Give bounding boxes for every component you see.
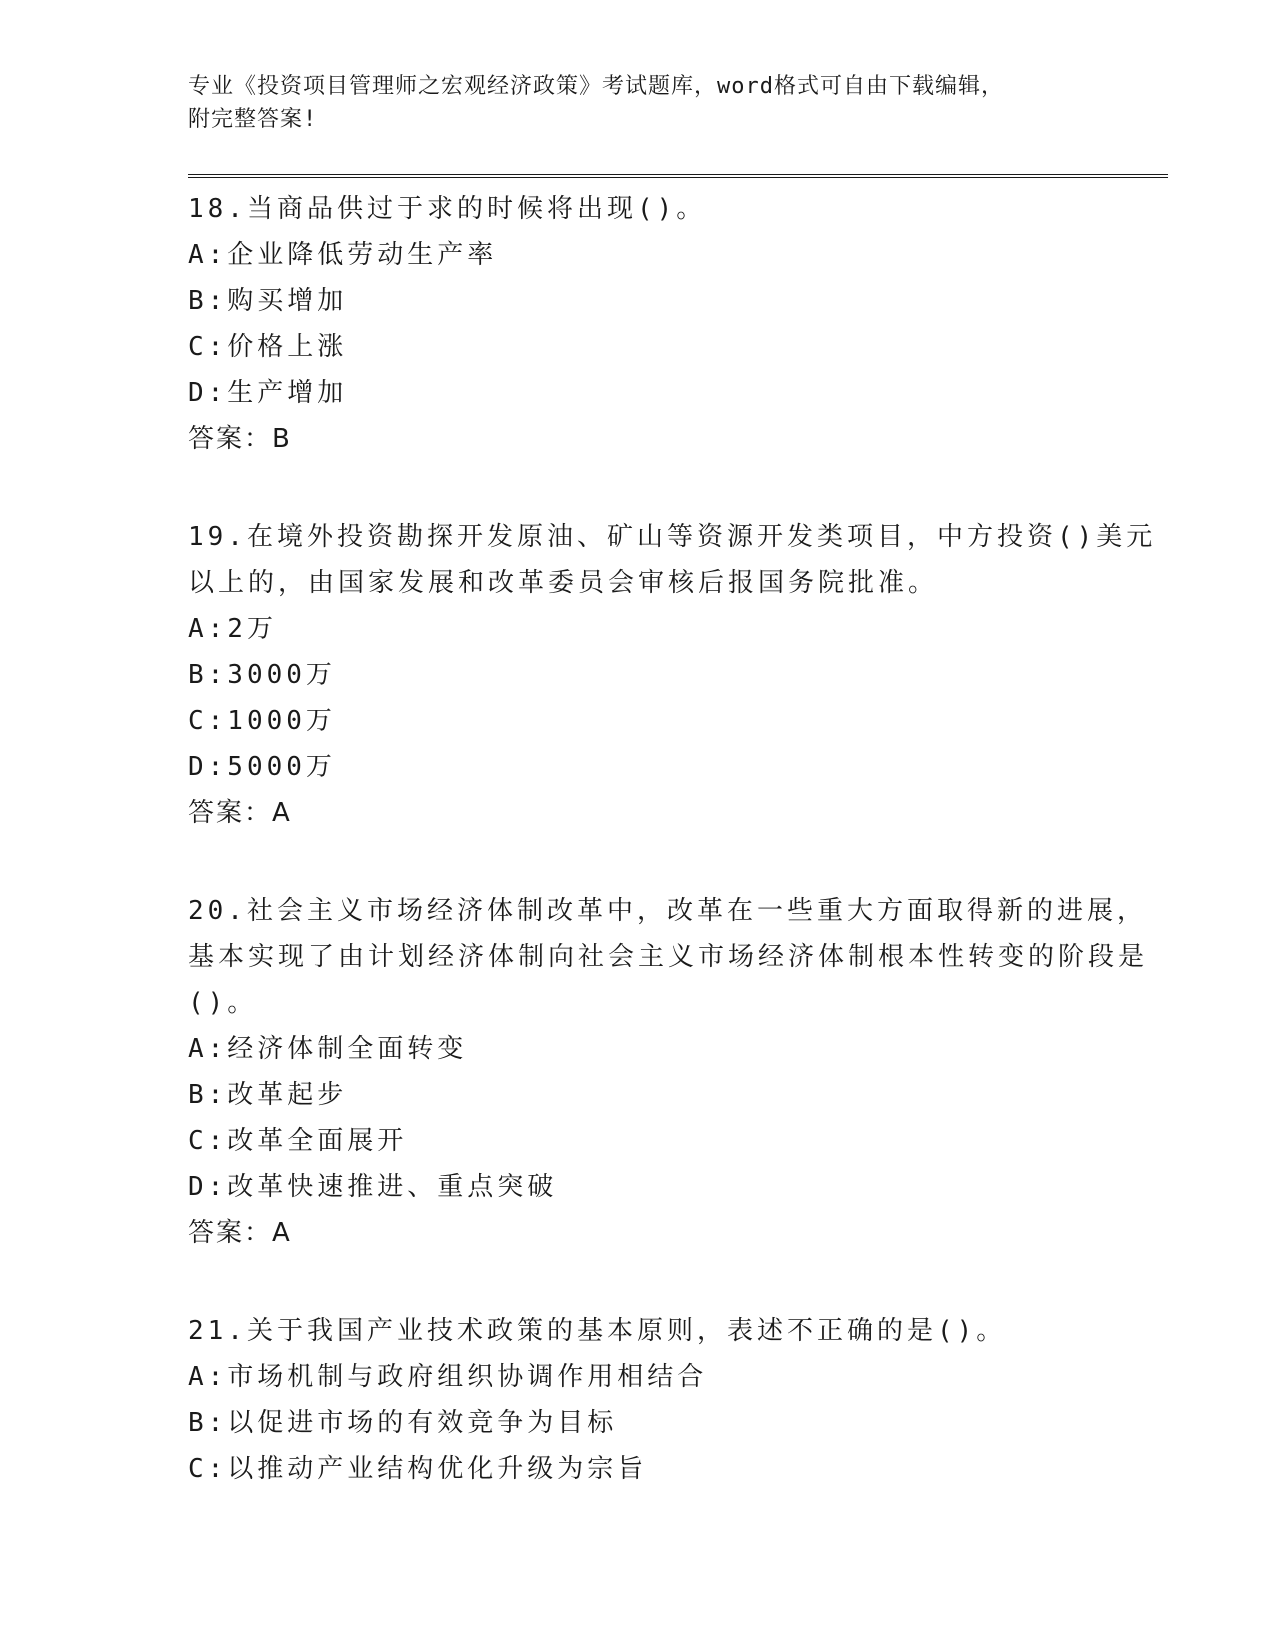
answer: 答案：A — [188, 798, 292, 828]
question-19 — [188, 514, 1168, 836]
option-b: B:3000万 — [188, 660, 336, 690]
answer: 答案：A — [188, 1218, 292, 1248]
question-stem: 20.社会主义市场经济体制改革中，改革在一些重大方面取得新的进展，基本实现了由计划经济体制向社会主义市场经济体制根本性转变的阶段是()。 — [188, 896, 1149, 1018]
option-a: A:2万 — [188, 614, 277, 644]
option-b: B:购买增加 — [188, 286, 348, 316]
option-b: B:以促进市场的有效竞争为目标 — [188, 1408, 618, 1438]
question-stem: 19.在境外投资勘探开发原油、矿山等资源开发类项目，中方投资()美元以上的，由国家发展和改革委员会审核后报国务院批准。 — [188, 522, 1157, 598]
answer: 答案：B — [188, 424, 292, 454]
header-divider — [188, 174, 1168, 178]
option-a: A:经济体制全面转变 — [188, 1034, 468, 1064]
option-b: B:改革起步 — [188, 1080, 348, 1110]
option-d: D:5000万 — [188, 752, 336, 782]
option-a: A:企业降低劳动生产率 — [188, 240, 498, 270]
question-20 — [188, 888, 1168, 1256]
option-a: A:市场机制与政府组织协调作用相结合 — [188, 1362, 708, 1392]
question-stem: 18.当商品供过于求的时候将出现()。 — [188, 194, 707, 224]
question-21 — [188, 1308, 1168, 1492]
question-stem: 21.关于我国产业技术政策的基本原则，表述不正确的是()。 — [188, 1316, 1007, 1346]
option-c: C:以推动产业结构优化升级为宗旨 — [188, 1454, 648, 1484]
header-line-1: 专业《投资项目管理师之宏观经济政策》考试题库，word格式可自由下载编辑， — [188, 74, 1004, 99]
header-line-2: 附完整答案! — [188, 107, 318, 132]
option-c: C:1000万 — [188, 706, 336, 736]
option-d: D:改革快速推进、重点突破 — [188, 1172, 558, 1202]
question-list — [188, 186, 1168, 1492]
option-d: D:生产增加 — [188, 378, 348, 408]
question-18 — [188, 186, 1168, 462]
option-c: C:价格上涨 — [188, 332, 348, 362]
option-c: C:改革全面展开 — [188, 1126, 408, 1156]
document-page — [188, 70, 1168, 1544]
